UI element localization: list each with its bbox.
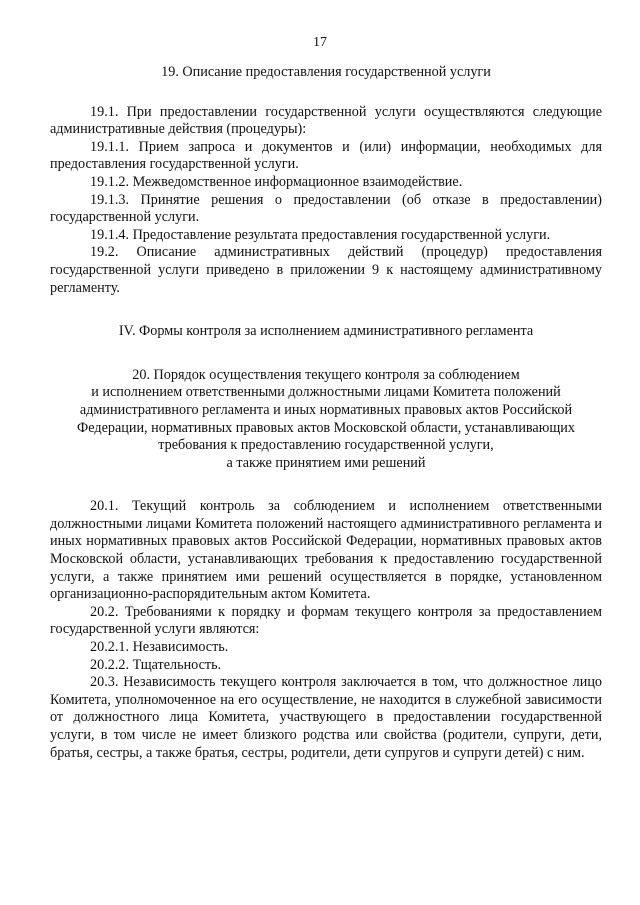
section-20-heading-line: Федерации, нормативных правовых актов Московской области, устанавливающих <box>77 419 575 436</box>
section-20-heading-line: 20. Порядок осуществления текущего контроля за соблюдением <box>132 366 520 383</box>
page-number: 17 <box>313 35 327 50</box>
paragraph-20-2: 20.2. Требованиями к порядку и формам текущего контроля за предоставлением государственной услуги являются: <box>50 603 602 638</box>
section-20-heading <box>50 367 602 473</box>
section-20-heading-line: а также принятием ими решений <box>226 454 426 471</box>
paragraph-20-2-1: 20.2.1. Независимость. <box>90 639 229 656</box>
section-20-heading-line: административного регламента и иных нормативных правовых актов Российской <box>79 401 573 418</box>
paragraph-20-2-2: 20.2.2. Тщательность. <box>90 656 222 673</box>
section-20-heading-line: и исполнением ответственными должностными лицами Комитета положений <box>91 384 561 401</box>
paragraph-19-2: 19.2. Описание административных действий (процедур) предоставления государственной услуги приведено в приложении 9 к настоящему административному регламенту. <box>50 244 602 296</box>
paragraph-19-1-4: 19.1.4. Предоставление результата предоставления государственной услуги. <box>90 226 551 243</box>
part-4-heading: IV. Формы контроля за исполнением административного регламента <box>118 323 534 340</box>
page-content <box>50 64 602 762</box>
paragraph-19-1-3: 19.1.3. Принятие решения о предоставлении (об отказе в предоставлении) государственной услуги. <box>50 191 602 226</box>
paragraph-20-1: 20.1. Текущий контроль за соблюдением и исполнением ответственными должностными лицами Комитета положений настоящего административного регламента и иных нормативных правовых актов Российской Федерации, нормативных правовых актов Московской области, устанавливающих требования к предоставлению государственной услуги, а также принятием ими решений осуществляется в порядке, установленном организационно-распорядительным актом Комитета. <box>50 498 602 603</box>
section-20-heading-line: требования к предоставлению государственной услуги, <box>158 437 494 454</box>
paragraph-19-1: 19.1. При предоставлении государственной услуги осуществляются следующие административные действия (процедуры): <box>50 103 602 138</box>
paragraph-20-3: 20.3. Независимость текущего контроля заключается в том, что должностное лицо Комитета, уполномоченное на его осуществление, не находится в служебной зависимости от должностного лица Комитета, участвующего в предоставлении государственной услуги, в том числе не имеет близкого родства или свойства (родители, супруги, дети, братья, сестры, а также братья, сестры, родители, дети супругов и супруги детей) с ним. <box>50 674 602 761</box>
paragraph-19-1-1: 19.1.1. Прием запроса и документов и (или) информации, необходимых для предоставления государственной услуги. <box>50 138 602 173</box>
section-19-heading: 19. Описание предоставления государственной услуги <box>161 64 491 80</box>
paragraph-19-1-2: 19.1.2. Межведомственное информационное взаимодействие. <box>90 173 463 190</box>
